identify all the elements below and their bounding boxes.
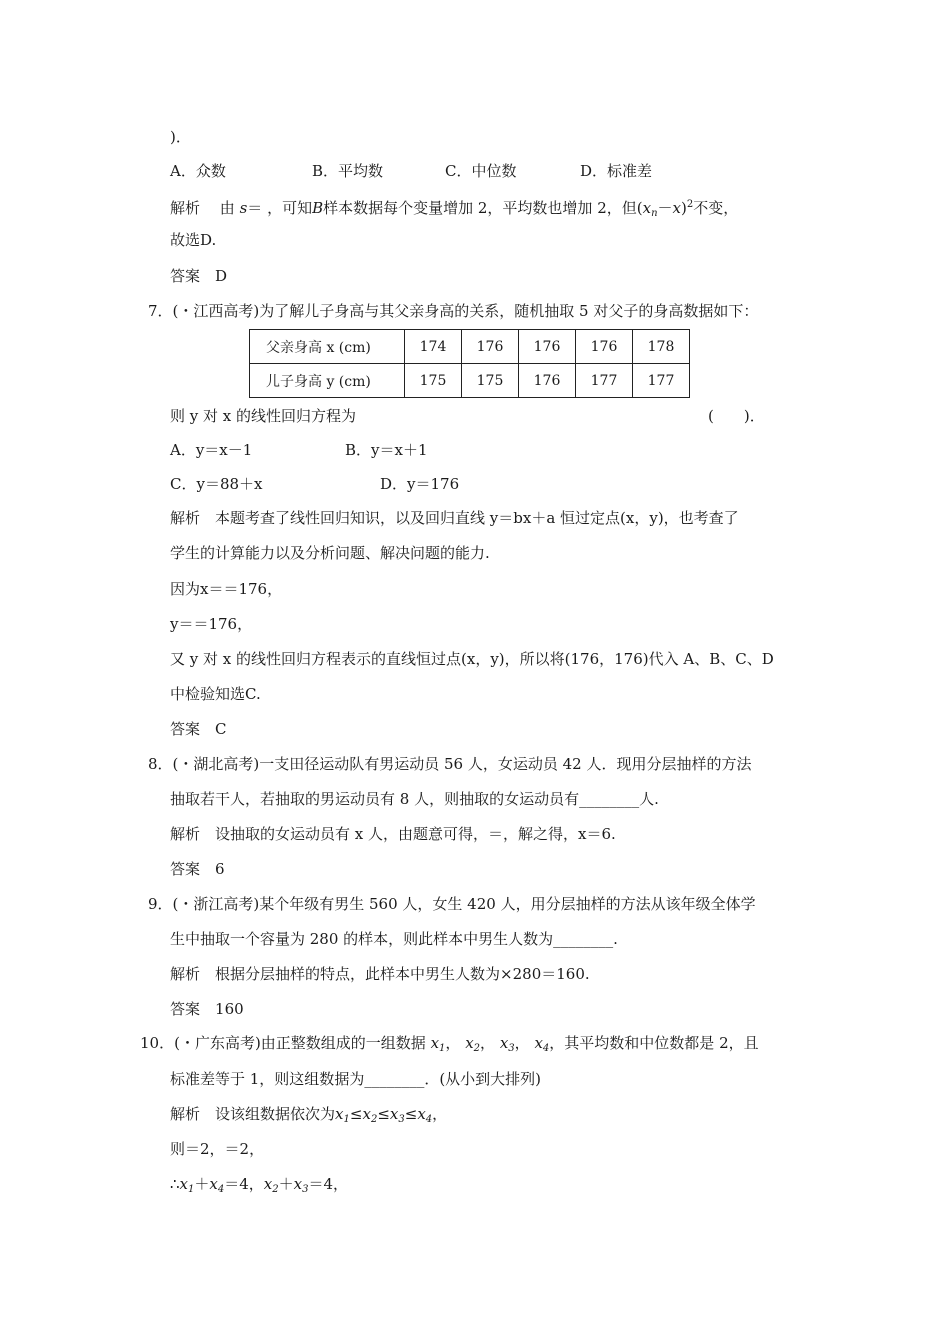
q6-answer: 答案 D [170, 267, 228, 285]
q7-analysis-line-4: 中检验知选C. [170, 685, 261, 703]
q10-analysis-line-1: 解析 设该组数据依次为$x_1\le x_2\le x_3\le x_4$， [170, 1105, 448, 1125]
q7-option-a: A．y＝x－1 [170, 441, 253, 459]
row-label-son: 儿子身高 y (cm) [250, 364, 405, 398]
q8-stem-line-1: 8．(・湖北高考)一支田径运动队有男运动员 56 人，女运动员 42 人．现用分层抽样的方法 [148, 755, 752, 773]
analysis-label: 解析 [170, 965, 201, 983]
q7-option-b: B．y＝x＋1 [345, 441, 428, 459]
q7-option-c: C．y＝88＋x [170, 475, 263, 493]
table-cell: 178 [633, 330, 690, 364]
table-row [250, 330, 690, 364]
q7-answer-paren: ( )． [708, 407, 765, 425]
q7-question: 则 y 对 x 的线性回归方程为 [170, 407, 357, 425]
table-cell: 176 [462, 330, 519, 364]
q7-option-d: D．y＝176 [380, 475, 460, 493]
table-cell: 176 [519, 364, 576, 398]
q6-analysis-line-1: 解析 由 s＝ ，可知B样本数据每个变量增加 2，平均数也增加 2，但$(x_n-x)^2$不变， [170, 199, 739, 219]
q6-option-b: B．平均数 [312, 162, 384, 180]
q9-stem-line-1: 9．(・浙江高考)某个年级有男生 560 人，女生 420 人，用分层抽样的方法从该年级全体学 [148, 895, 756, 913]
q9-answer: 答案 160 [170, 1000, 244, 1018]
height-data-table [249, 329, 690, 398]
analysis-label: 解析 [170, 509, 201, 527]
q7-answer: 答案 C [170, 720, 227, 738]
q8-answer: 答案 6 [170, 860, 225, 878]
q7-mean-y: y＝＝176， [170, 615, 253, 633]
analysis-label: 解析 [170, 825, 201, 843]
q6-analysis-line-2: 故选D. [170, 231, 217, 249]
table-cell: 175 [462, 364, 519, 398]
q7-mean-x: 因为x＝＝176， [170, 580, 283, 598]
table-row [250, 364, 690, 398]
table-cell: 177 [576, 364, 633, 398]
q7-analysis-line-2: 学生的计算能力以及分析问题、解决问题的能力. [170, 544, 490, 562]
table-cell: 176 [576, 330, 633, 364]
row-label-father: 父亲身高 x (cm) [250, 330, 405, 364]
q10-stem-line-2: 标准差等于 1，则这组数据为________．(从小到大排列) [170, 1070, 542, 1088]
q6-option-d: D．标准差 [580, 162, 653, 180]
q7-analysis-line-3: 又 y 对 x 的线性回归方程表示的直线恒过点(x，y)，所以将(176，176)代入 A、B、C、D [170, 650, 774, 668]
q6-tail: )． [170, 128, 191, 146]
table-cell: 174 [405, 330, 462, 364]
q8-stem-line-2: 抽取若干人，若抽取的男运动员有 8 人，则抽取的女运动员有________人. [170, 790, 659, 808]
q10-stem-line-1: 10．(・广东高考)由正整数组成的一组数据 $x_1$， $x_2$， $x_3$， $x_4$，其平均数和中位数都是 2，且 [140, 1034, 759, 1054]
table-cell: 175 [405, 364, 462, 398]
table-cell: 177 [633, 364, 690, 398]
q10-analysis-line-2: 则＝2，＝2， [170, 1140, 265, 1158]
table-cell: 176 [519, 330, 576, 364]
q8-analysis: 解析 设抽取的女运动员有 x 人，由题意可得，＝，解之得，x＝6. [170, 825, 616, 843]
analysis-label: 解析 [170, 199, 201, 217]
q6-option-a: A．众数 [170, 162, 226, 180]
q6-option-c: C．中位数 [445, 162, 517, 180]
q9-analysis: 解析 根据分层抽样的特点，此样本中男生人数为×280＝160. [170, 965, 590, 983]
q9-stem-line-2: 生中抽取一个容量为 280 的样本，则此样本中男生人数为________. [170, 930, 618, 948]
q10-analysis-line-3: $\therefore x_1+x_4=4$，$x_2+x_3=4$， [170, 1175, 349, 1195]
q7-stem: 7．(・江西高考)为了解儿子身高与其父亲身高的关系，随机抽取 5 对父子的身高数据如下： [148, 302, 759, 320]
analysis-label: 解析 [170, 1105, 201, 1123]
q7-analysis-line-1: 解析 本题考查了线性回归知识，以及回归直线 y＝bx＋a 恒过定点(x，y)，也考查了 [170, 509, 739, 527]
